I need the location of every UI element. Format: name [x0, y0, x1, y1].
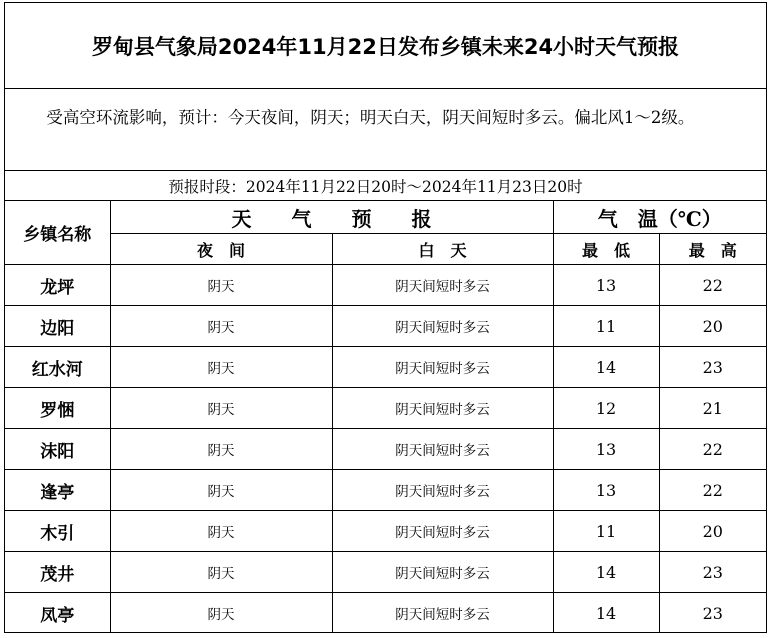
forecast-table: [5, 200, 766, 633]
header-weather-label: 天 气 预 报: [231, 206, 432, 231]
header-weather-group: [110, 201, 553, 234]
min-temp: 13: [553, 265, 659, 306]
day-weather: 阴天间短时多云: [332, 306, 553, 347]
max-temp: 23: [659, 552, 766, 593]
min-temp: 11: [553, 306, 659, 347]
town-name: 逢亭: [5, 470, 110, 511]
night-weather: 阴天: [110, 429, 332, 470]
header-max: 最 高: [659, 234, 766, 265]
min-temp: 13: [553, 429, 659, 470]
header-day: 白 天: [332, 234, 553, 265]
town-name: 沫阳: [5, 429, 110, 470]
night-weather: 阴天: [110, 593, 332, 634]
header-temp-group: [553, 201, 766, 234]
day-weather: 阴天间短时多云: [332, 552, 553, 593]
forecast-document: [4, 2, 767, 633]
town-name: 边阳: [5, 306, 110, 347]
min-temp: 11: [553, 511, 659, 552]
min-temp: 14: [553, 552, 659, 593]
day-weather: 阴天间短时多云: [332, 511, 553, 552]
table-row: [5, 552, 766, 593]
night-weather: 阴天: [110, 265, 332, 306]
table-row: [5, 470, 766, 511]
min-temp: 14: [553, 593, 659, 634]
day-weather: 阴天间短时多云: [332, 265, 553, 306]
max-temp: 20: [659, 511, 766, 552]
forecast-summary: 受高空环流影响，预计：今天夜间，阴天；明天白天，阴天间短时多云。偏北风1～2级。: [5, 89, 766, 171]
night-weather: 阴天: [110, 470, 332, 511]
table-row: [5, 265, 766, 306]
day-weather: 阴天间短时多云: [332, 593, 553, 634]
table-row: [5, 511, 766, 552]
night-weather: 阴天: [110, 306, 332, 347]
town-name: 茂井: [5, 552, 110, 593]
table-row: [5, 306, 766, 347]
table-header-row: [5, 201, 766, 234]
document-title: 罗甸县气象局2024年11月22日发布乡镇未来24小时天气预报: [5, 3, 766, 89]
min-temp: 14: [553, 347, 659, 388]
max-temp: 22: [659, 470, 766, 511]
header-night: 夜 间: [110, 234, 332, 265]
max-temp: 20: [659, 306, 766, 347]
town-name: 凤亭: [5, 593, 110, 634]
max-temp: 23: [659, 593, 766, 634]
max-temp: 21: [659, 388, 766, 429]
night-weather: 阴天: [110, 347, 332, 388]
header-temp-label: 气 温（℃）: [597, 206, 722, 231]
town-name: 龙坪: [5, 265, 110, 306]
max-temp: 22: [659, 265, 766, 306]
day-weather: 阴天间短时多云: [332, 470, 553, 511]
night-weather: 阴天: [110, 552, 332, 593]
night-weather: 阴天: [110, 388, 332, 429]
table-row: [5, 429, 766, 470]
min-temp: 12: [553, 388, 659, 429]
table-subheader-row: [5, 234, 766, 265]
table-row: [5, 593, 766, 634]
day-weather: 阴天间短时多云: [332, 388, 553, 429]
forecast-period: 预报时段：2024年11月22日20时～2024年11月23日20时: [5, 171, 766, 201]
max-temp: 22: [659, 429, 766, 470]
town-name: 红水河: [5, 347, 110, 388]
night-weather: 阴天: [110, 511, 332, 552]
min-temp: 13: [553, 470, 659, 511]
town-name: 罗悃: [5, 388, 110, 429]
table-row: [5, 388, 766, 429]
header-min: 最 低: [553, 234, 659, 265]
day-weather: 阴天间短时多云: [332, 429, 553, 470]
table-row: [5, 347, 766, 388]
town-name: 木引: [5, 511, 110, 552]
header-town: 乡镇名称: [5, 201, 110, 265]
day-weather: 阴天间短时多云: [332, 347, 553, 388]
max-temp: 23: [659, 347, 766, 388]
